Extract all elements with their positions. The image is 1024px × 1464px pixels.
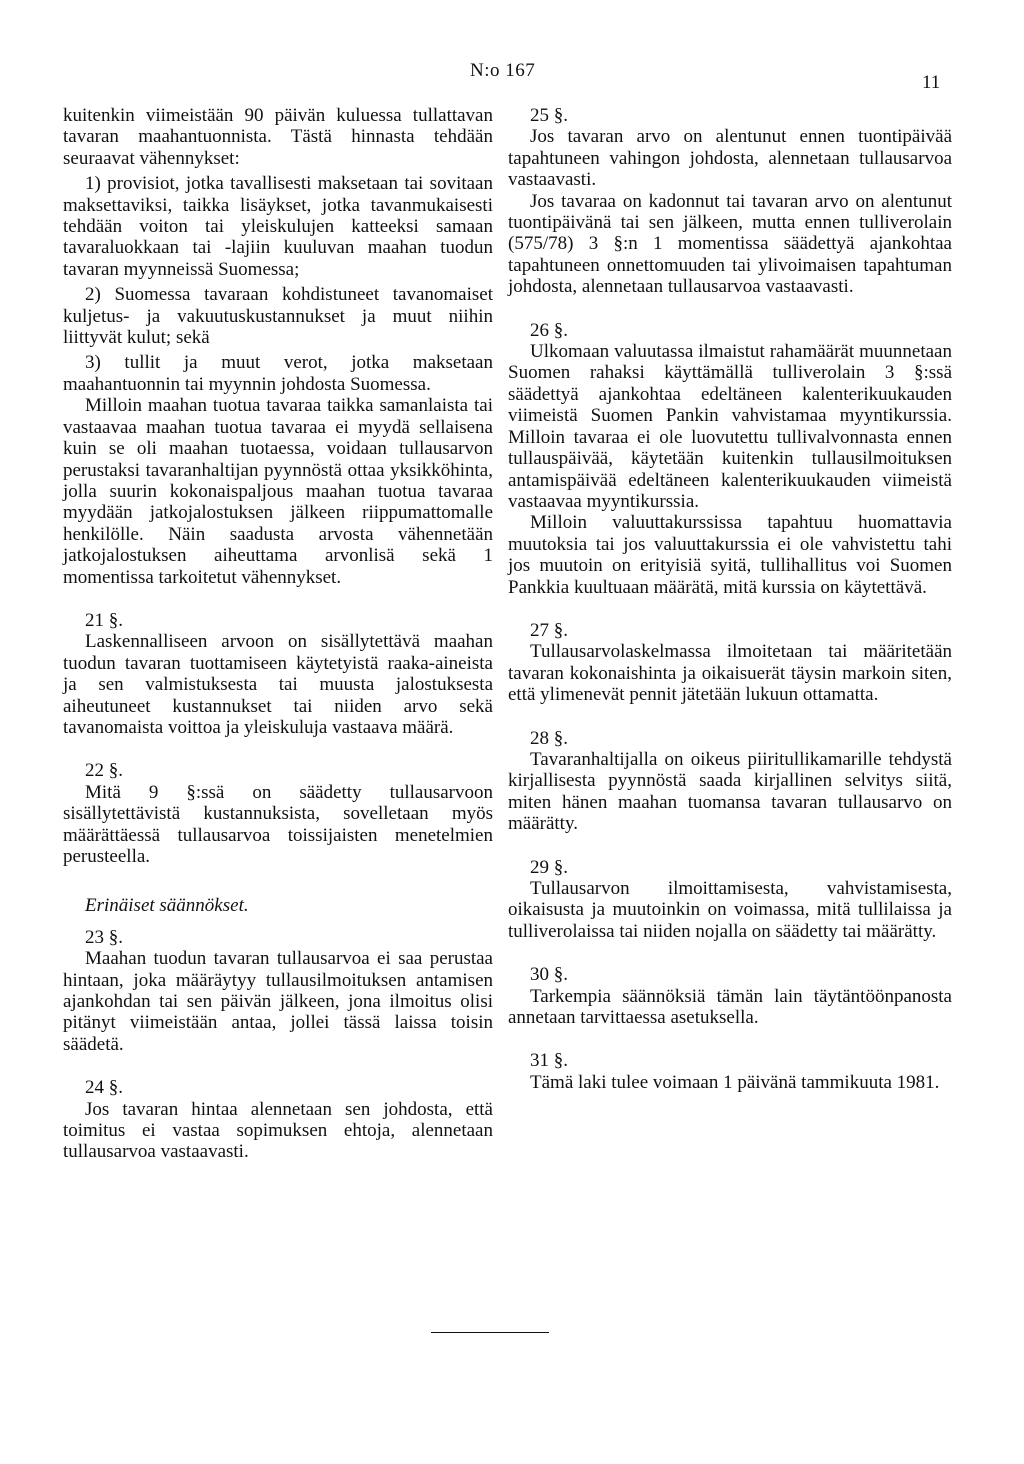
list-item-3: 3) tullit ja muut verot, jotka maksetaan maahantuonnin tai myynnin johdosta Suomessa. [63, 352, 493, 395]
section-text-25-p2: Jos tavaraa on kadonnut tai tavaran arvo on alentunut tuontipäivänä tai sen jälkeen, mutta ennen tulliverolain (575/78) 3 §:n 1 momentissa säädettyä ajankohtaa tapahtuneen onnettomuuden tai ylivoimaisen tapahtuman johdosta, alennetaan tullausarvoa vastaavasti. [508, 190, 952, 298]
page-header [0, 60, 1024, 93]
list-item-2: 2) Suomessa tavaraan kohdistuneet tavanomaiset kuljetus- ja vakuutuskustannukset ja muut niihin liittyvät kulut; sekä [63, 284, 493, 349]
section-text-31: Tämä laki tulee voimaan 1 päivänä tammikuuta 1981. [530, 1071, 940, 1093]
section-heading-25: 25 §. [530, 105, 568, 126]
section-heading-21: 21 §. [85, 609, 123, 631]
section-text-27: Tullausarvolaskelmassa ilmoitetaan tai määritetään tavaran kokonaishinta ja oikaisuerät täysin markoin siten, että ylimenevät pennit jätetään lukuun ottamatta. [508, 641, 952, 706]
section-text-26-p2: Milloin valuuttakurssissa tapahtuu huomattavia muutoksia tai jos valuuttakurssia ei ole vahvistettu tahi jos muutoin on erityisiä syitä, tullihallitus voi Suomen Pankkia kuultuaan määrätä, mitä kurssia on käytettävä. [508, 512, 952, 598]
section-heading-23: 23 §. [85, 926, 123, 948]
section-text-23: Maahan tuodun tavaran tullausarvoa ei saa perustaa hintaan, joka määräytyy tullausilmoituksen antamisen ajankohdan tai sen päivän jälkeen, jona ilmoitus olisi pitänyt viimeistään antaa, jollei tässä laissa toisin säädetä. [63, 948, 493, 1055]
section-heading-26: 26 §. [530, 319, 568, 341]
section-text-22: Mitä 9 §:ssä on säädetty tullausarvoon sisällytettävistä kustannuksista, sovelletaan myös määrättäessä tullausarvoa toissijaisten menetelmien perusteella. [63, 781, 493, 867]
left-column [63, 105, 493, 1163]
section-text-30: Tarkempia säännöksiä tämän lain täytäntöönpanosta annetaan tarvittaessa asetuksella. [508, 985, 952, 1029]
section-heading-28: 28 §. [530, 727, 568, 749]
section-text-21: Laskennalliseen arvoon on sisällytettävä maahan tuodun tavaran tuottamiseen käytetyistä raaka-aineista ja sen valmistuksesta tai muusta jalostuksesta aiheutuneet kustannukset tai niiden arvo sekä tavanomaista voittoa ja yleiskuluja vastaava määrä. [63, 631, 493, 738]
section-heading-30: 30 §. [530, 964, 568, 986]
section-text-28: Tavaranhaltijalla on oikeus piiritullikamarille tehdystä kirjallisesta pyynnöstä saada kirjallinen selvitys siitä, miten hänen maahan tuomansa tavaran tullausarvo on määrätty. [508, 748, 952, 835]
list-item-1: 1) provisiot, jotka tavallisesti maksetaan tai sovitaan maksettaviksi, taikka lisäykset, jotka tavanmukaisesti tehdään voiton tai yleiskulujen katteeksi samaan tavaraluokkaan tai -lajiin kuuluvan maahan tuodun tavaran myynneissä Suomessa; [63, 173, 493, 280]
section-text-29: Tullausarvon ilmoittamisesta, vahvistamisesta, oikaisusta ja muutoinkin on voimassa, mitä tullilaissa ja tulliverolaissa tai niiden nojalla on säädetty tai määrätty. [508, 878, 952, 942]
section-heading-29: 29 §. [530, 856, 568, 878]
right-column [508, 105, 952, 1093]
section-heading-22: 22 §. [85, 760, 123, 782]
section-heading-27: 27 §. [530, 619, 568, 641]
paragraph-milloin: Milloin maahan tuotua tavaraa taikka samanlaista tai vastaavaa maahan tuotua tavaraa ei myydä sellaisena kuin se oli maahan tuotaessa, voidaan tullausarvon perustaksi tavaranhaltijan pyynnöstä ottaa yksikköhinta, jolla suurin kokonaispaljous maahan tuotua tavaraa myydään jatkojalostuksen jälkeen riippumattomalle henkilölle. Näin saadusta arvosta vähennetään jatkojalostuksen aiheuttama arvonlisä sekä 1 momentissa tarkoitetut vähennykset. [63, 395, 493, 588]
law-number: N:o 167 [470, 60, 536, 81]
closing-rule [431, 1332, 549, 1333]
section-heading-24: 24 §. [85, 1077, 123, 1099]
section-text-25-p1: Jos tavaran arvo on alentunut ennen tuontipäivää tapahtuneen vahingon johdosta, alennetaan tullausarvoa vastaavasti. [508, 126, 952, 191]
section-text-24: Jos tavaran hintaa alennetaan sen johdosta, että toimitus ei vastaa sopimuksen ehtoja, alennetaan tullausarvoa vastaavasti. [63, 1098, 493, 1163]
page-number: 11 [922, 72, 941, 93]
subheading-erinaiset: Erinäiset säännökset. [85, 895, 249, 917]
section-heading-31: 31 §. [530, 1050, 568, 1072]
section-text-26-p1: Ulkomaan valuutassa ilmaistut rahamäärät muunnetaan Suomen rahaksi käyttämällä tulliverolain 3 §:ssä säädettyä ajankohtaa edeltäneen kalenterikuukauden viimeistä Suomen Pankin vahvistamaa myyntikurssia. Milloin tavaraa ei ole luovutettu tullivalvonnasta ennen tullauspäivää, käytetään kuitenkin tullausilmoituksen antamispäivää edeltäneen kalenterikuukauden viimeistä vastaavaa myyntikurssia. [508, 341, 952, 512]
paragraph-intro: kuitenkin viimeistään 90 päivän kuluessa tullattavan tavaran maahantuonnista. Tästä hinnasta tehdään seuraavat vähennykset: [63, 105, 493, 169]
